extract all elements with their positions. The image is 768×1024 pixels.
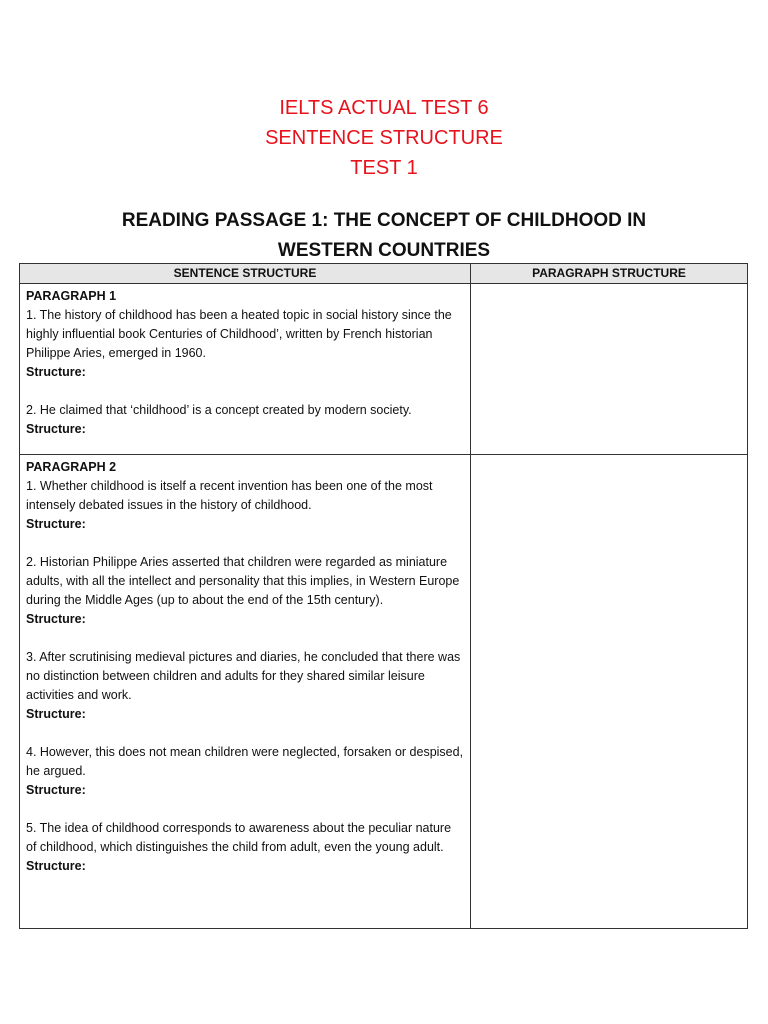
sentence: 5. The idea of childhood corresponds to awareness about the peculiar nature of childhood, which distinguishes the child from adult, even the young adult.	[26, 821, 452, 854]
passage-title	[0, 206, 768, 266]
table-header-row	[20, 264, 748, 284]
header-sentence-structure: SENTENCE STRUCTURE	[20, 264, 471, 284]
structure-label: Structure:	[26, 422, 86, 436]
paragraph-1-answer-cell[interactable]	[471, 284, 748, 455]
test-number: TEST 1	[350, 157, 418, 179]
structure-label: Structure:	[26, 365, 86, 379]
structure-label: Structure:	[26, 707, 86, 721]
table-row	[20, 455, 748, 929]
passage-title-line-1: READING PASSAGE 1: THE CONCEPT OF CHILDHOOD IN	[121, 210, 647, 231]
paragraph-2-cell	[20, 455, 471, 929]
paragraph-1-cell	[20, 284, 471, 455]
section-title: SENTENCE STRUCTURE	[265, 127, 503, 149]
paragraph-title: PARAGRAPH 1	[26, 289, 117, 303]
sentence: 2. He claimed that ‘childhood’ is a concept created by modern society.	[26, 403, 412, 417]
header-paragraph-structure: PARAGRAPH STRUCTURE	[471, 264, 748, 284]
structure-label: Structure:	[26, 859, 86, 873]
sentence: 2. Historian Philippe Aries asserted that children were regarded as miniature adults, with all the intellect and personality that this implies, in Western Europe during the Middle Ages (up to about the end of the 15th century).	[26, 555, 460, 607]
document-heading	[0, 93, 768, 183]
table-row	[20, 284, 748, 455]
worksheet-table	[19, 263, 748, 929]
test-title: IELTS ACTUAL TEST 6	[279, 97, 489, 119]
sentence: 4. However, this does not mean children were neglected, forsaken or despised, he argued.	[26, 745, 464, 778]
paragraph-2-answer-cell[interactable]	[471, 455, 748, 929]
sentence: 3. After scrutinising medieval pictures and diaries, he concluded that there was no distinction between children and adults for they shared similar leisure activities and work.	[26, 650, 461, 702]
passage-title-line-2: WESTERN COUNTRIES	[277, 240, 491, 261]
sentence: 1. Whether childhood is itself a recent invention has been one of the most intensely debated issues in the history of childhood.	[26, 479, 433, 512]
paragraph-title: PARAGRAPH 2	[26, 460, 117, 474]
structure-label: Structure:	[26, 517, 86, 531]
structure-label: Structure:	[26, 783, 86, 797]
structure-label: Structure:	[26, 612, 86, 626]
sentence: 1. The history of childhood has been a heated topic in social history since the highly influential book Centuries of Childhood’, written by French historian Philippe Aries, emerged in 1960.	[26, 308, 452, 360]
